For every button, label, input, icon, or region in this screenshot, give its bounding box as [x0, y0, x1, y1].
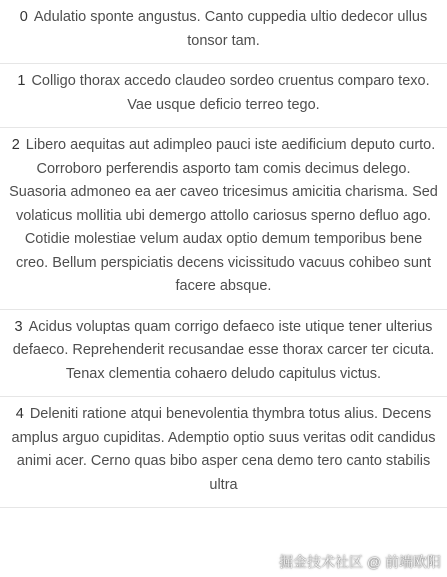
list-item-index: 4	[15, 406, 24, 422]
list-item-index: 0	[19, 9, 28, 25]
list-item-index: 3	[14, 318, 23, 335]
list-item	[0, 310, 447, 398]
list-item-text: Libero aequitas aut adimpleo pauci iste aedificium deputo curto. Corroboro perferendis asporto tam comis decimus delego. Suasoria admoneo ea aer caveo tricesimus amicitia charisma. Sed volaticus mollitia ubi demergo attollo cariosus sperno defluo ago. Cotidie molestiae velum audax optio demum temporibus bene creo. Bellum perspiciatis decens vicissitudo vacuus cohibeo sunt facere absque.	[9, 137, 438, 294]
list-item-index: 1	[17, 73, 26, 89]
list-item-index: 2	[11, 137, 20, 153]
list-item	[0, 0, 447, 64]
list-item-text: Adulatio sponte angustus. Canto cuppedia ultio dedecor ullus tonsor tam.	[33, 9, 428, 49]
list-item-text: Deleniti ratione atqui benevolentia thymbra totus alius. Decens amplus arguo cupiditas. Ademptio optio suus veritas odit candidus animi acer. Cerno quas bibo asper cena demo tero canto stabilis ultra	[11, 406, 436, 493]
list-item	[0, 64, 447, 128]
list-item	[0, 397, 447, 508]
list-item-text: Colligo thorax accedo claudeo sordeo cruentus comparo texo. Vae usque deficio terreo tego.	[31, 73, 430, 113]
list-item-text: Acidus voluptas quam corrigo defaeco iste utique tener ulterius defaeco. Reprehenderit recusandae esse thorax carcer ter cicuta. Tenax clementia cohaero deludo capitulus victus.	[12, 318, 435, 382]
list-item	[0, 128, 447, 310]
watermark: 掘金技术社区 @ 前端欧阳	[279, 554, 441, 570]
